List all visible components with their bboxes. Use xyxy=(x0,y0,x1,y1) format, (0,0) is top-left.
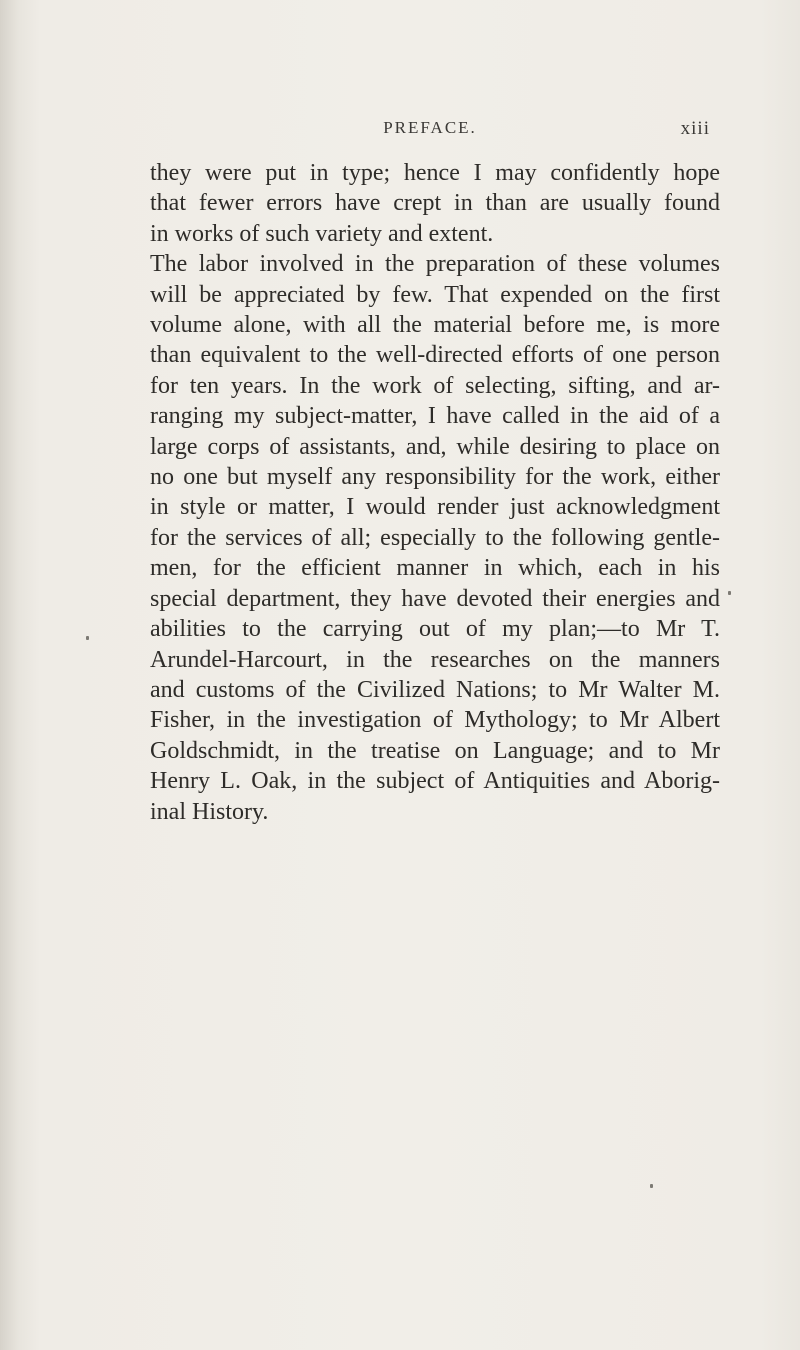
text-line: ranging my subject-matter, I have called in the aid of a xyxy=(150,403,720,430)
text-line: no one but myself any responsibility for the work, either xyxy=(150,464,720,491)
text-line: large corps of assistants, and, while desiring to place on xyxy=(150,433,720,460)
print-speck xyxy=(728,591,731,595)
text-line: The labor involved in the preparation of these volumes xyxy=(150,251,720,278)
page-header xyxy=(150,118,710,148)
text-line: will be appreciated by few. That expended on the first xyxy=(150,281,720,308)
running-title: PREFACE. xyxy=(383,118,477,137)
text-line: in works of such variety and extent. xyxy=(150,220,494,247)
text-line: that fewer errors have crept in than are usually found xyxy=(150,190,720,217)
text-line: than equivalent to the well-directed efforts of one person xyxy=(150,342,720,369)
text-line: Henry L. Oak, in the subject of Antiquities and Aborig- xyxy=(150,768,720,795)
text-line: special department, they have devoted their energies and xyxy=(150,585,720,612)
text-line: volume alone, with all the material before me, is more xyxy=(150,312,720,339)
text-line: Fisher, in the investigation of Mythology; to Mr Albert xyxy=(150,707,720,734)
page-number: xiii xyxy=(680,118,710,139)
text-line: and customs of the Civilized Nations; to Mr Walter M. xyxy=(150,676,720,703)
text-line: Goldschmidt, in the treatise on Language; and to Mr xyxy=(150,737,720,764)
text-line: inal History. xyxy=(150,798,269,825)
text-line: for the services of all; especially to the following gentle- xyxy=(150,524,720,551)
print-speck xyxy=(650,1184,653,1188)
text-line: for ten years. In the work of selecting, sifting, and ar- xyxy=(150,372,720,399)
text-line: in style or matter, I would render just acknowledgment xyxy=(150,494,720,521)
preface-text xyxy=(150,158,720,827)
text-line: Arundel-Harcourt, in the researches on the manners xyxy=(150,646,720,673)
text-line: men, for the efficient manner in which, each in his xyxy=(150,555,720,582)
text-line: they were put in type; hence I may confidently hope xyxy=(150,160,720,186)
text-line: abilities to the carrying out of my plan;—to Mr T. xyxy=(150,616,720,643)
print-speck xyxy=(86,636,89,640)
